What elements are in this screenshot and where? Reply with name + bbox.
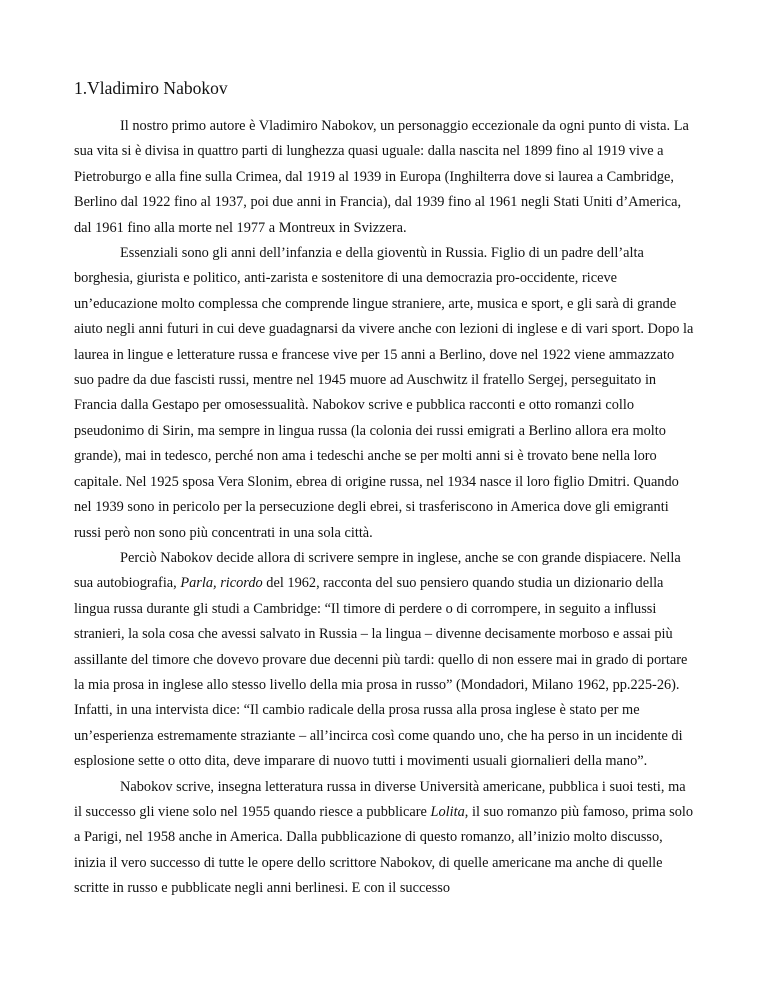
- paragraph: [74, 114, 696, 241]
- paragraph-text: Essenziali sono gli anni dell’infanzia e della gioventù in Russia. Figlio di un padre dell’alta borghesia, giurista e politico, anti-zarista e sostenitore di una democrazia pro-occidente, riceve un’educazione molto complessa che comprende lingue straniere, arte, musica e sport, e gli sarà di grande aiuto negli anni futuri in cui deve guadagnarsi da vivere anche con lezioni di inglese e di vari sport. Dopo la laurea in lingue e letterature russa e francese vive per 15 anni a Berlino, dove nel 1922 viene ammazzato suo padre da due fascisti russi, mentre nel 1945 muore ad Auschwitz il fratello Sergej, perseguitato in Francia dalla Gestapo per omosessualità. Nabokov scrive e pubblica racconti e otto romanzi collo pseudonimo di Sirin, ma sempre in lingua russa (la colonia dei russi emigrati a Berlino allora era molto grande), mai in tedesco, perché non ama i tedeschi anche se per molti anni si è trovato bene nella loro capitale. Nel 1925 sposa Vera Slonim, ebrea di origine russa, nel 1934 nasce il loro figlio Dmitri. Quando nel 1939 sono in pericolo per la persecuzione degli ebrei, si trasferiscono in America dove gli emigranti russi però non sono più concentrati in una sola città.: [74, 245, 694, 541]
- paragraph-text: Perciò Nabokov decide allora di scrivere sempre in inglese, anche se con grande dispiacere. Nella sua autobiografia,: [74, 549, 681, 592]
- paragraph-text: , il suo romanzo più famoso, prima solo a Parigi, nel 1958 anche in America. Dalla pubblicazione di questo romanzo, all’inizio molto discusso, inizia il vero successo di tutte le opere dello scrittore Nabokov, di quelle americane ma anche di quelle scritte in russo e pubblicate negli anni berlinesi. E con il successo: [74, 803, 694, 897]
- body-text: [74, 114, 696, 902]
- paragraph: [74, 775, 696, 902]
- paragraph: [74, 241, 696, 546]
- paragraph-text: Il nostro primo autore è Vladimiro Nabokov, un personaggio eccezionale da ogni punto di vista. La sua vita si è divisa in quattro parti di lunghezza quasi uguale: dalla nascita nel 1899 fino al 1919 vive a Pietroburgo e alla fine sulla Crimea, dal 1919 al 1939 in Europa (Inghilterra dove si laurea a Cambridge, Berlino dal 1922 fino al 1937, poi due anni in Francia), dal 1939 fino al 1961 negli Stati Uniti d’America, dal 1961 fino alla morte nel 1977 a Montreux in Svizzera.: [74, 118, 689, 236]
- book-title: Lolita: [430, 803, 465, 820]
- paragraph: [74, 546, 696, 775]
- section-heading: 1.Vladimiro Nabokov: [74, 78, 228, 98]
- book-title: Parla, ricordo: [180, 575, 263, 592]
- paragraph-text: Nabokov scrive, insegna letteratura russa in diverse Università americane, pubblica i suoi testi, ma il successo gli viene solo nel 1955 quando riesce a pubblicare: [74, 778, 686, 820]
- paragraph-text: del 1962, racconta del suo pensiero quando studia un dizionario della lingua russa durante gli studi a Cambridge: “Il timore di perdere o di corrompere, in seguito a influssi stranieri, la sola cosa che avessi salvato in Russia – la lingua – divenne decisamente morboso e assai più assillante del timore che dovevo provare due decenni più tardi: quello di non essere mai in grado di portare la mia prosa in inglese allo stesso livello della mia prosa in russo” (Mondadori, Milano 1962, pp.225-26). Infatti, in una intervista dice: “Il cambio radicale della prosa russa alla prosa inglese è stato per me un’esperienza estremamente straziante – all’incirca così come quando uno, che ha perso in un incidente di esplosione sette o otto dita, deve imparare di nuovo tutti i movimenti usuali giornalieri della mano”.: [74, 575, 688, 770]
